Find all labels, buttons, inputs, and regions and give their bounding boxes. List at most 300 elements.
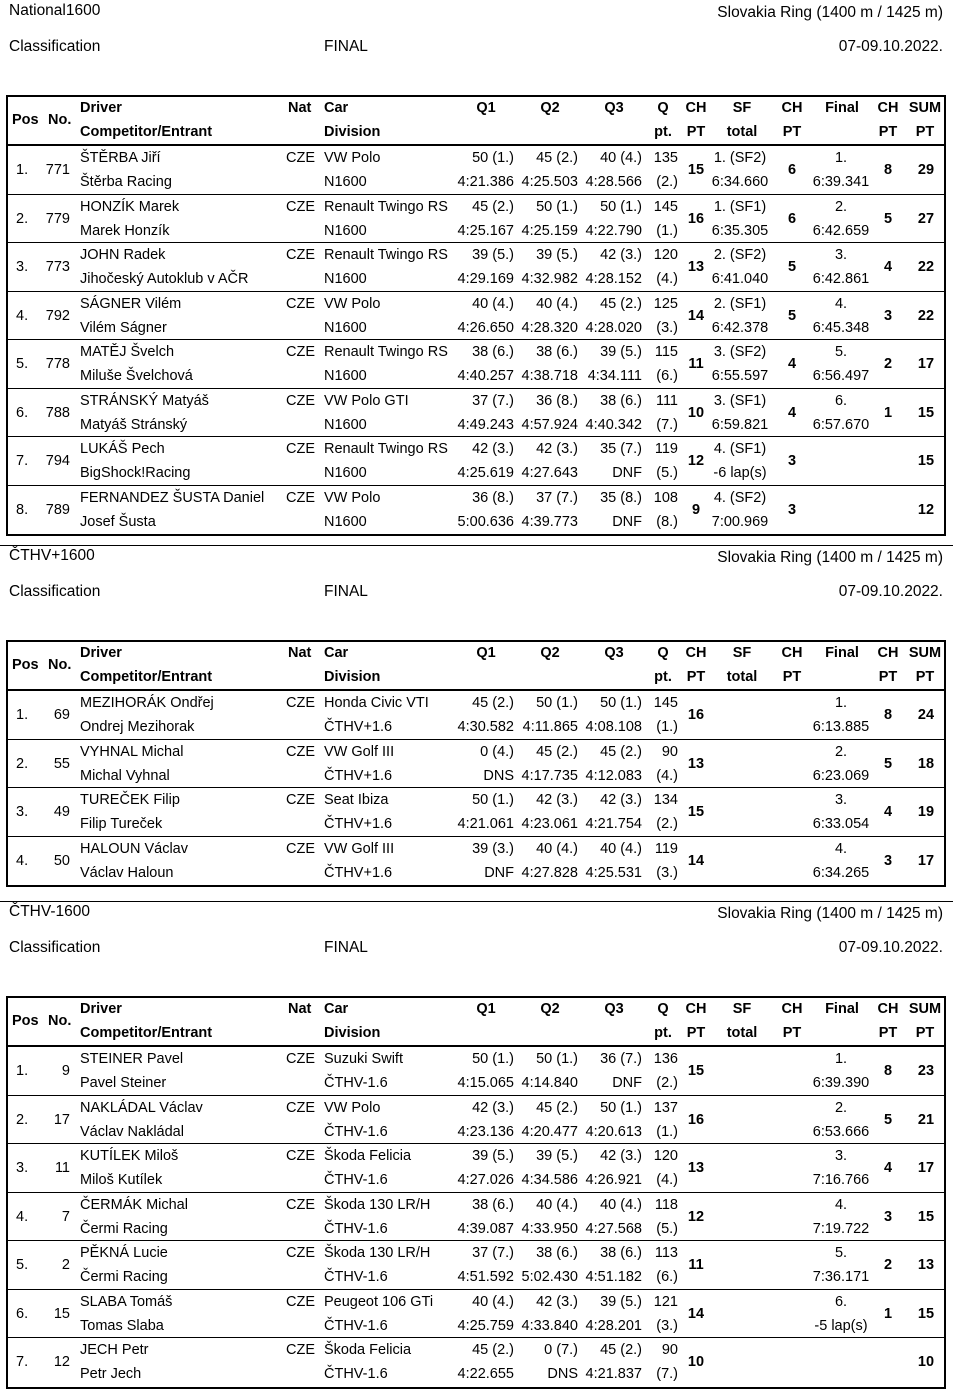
cell-sft: -6 lap(s): [713, 465, 767, 481]
cell-fin: 4.: [834, 840, 848, 857]
cell-fint: 6:39.341: [812, 174, 870, 190]
cell-driver: TUREČEK Filip: [80, 792, 180, 808]
cell-sf: 1. (SF1): [713, 198, 767, 215]
cell-no: 55: [53, 755, 70, 772]
cell-fin: 6.: [834, 1293, 848, 1310]
cell-qpt: 145: [653, 198, 678, 215]
table-header: [8, 642, 944, 691]
cell-q2: 45 (2.): [536, 1099, 578, 1116]
cell-q2: 42 (3.): [536, 441, 578, 457]
table-row: [8, 1047, 944, 1096]
table-header: [8, 998, 944, 1047]
section-1: [0, 0, 953, 95]
cell-entrant: Petr Jech: [80, 1366, 142, 1382]
cell-pos: 5.: [16, 1257, 29, 1273]
cell-q1t: 4:21.061: [457, 816, 514, 832]
cell-fin: 4.: [834, 1196, 848, 1213]
cell-q3: 45 (2.): [600, 1342, 642, 1358]
track-name: Slovakia Ring (1400 m / 1425 m): [717, 4, 943, 21]
cell-q3t: 4:28.201: [585, 1317, 642, 1334]
cell-car: VW Polo GTI: [324, 392, 409, 409]
cell-sum: 15: [917, 453, 935, 469]
cell-fin: 4.: [834, 295, 848, 312]
cell-q1: 40 (4.): [472, 295, 514, 312]
cell-q3t: 4:28.020: [585, 319, 642, 336]
cell-chq: 12: [687, 453, 705, 469]
cell-qpt: 120: [653, 247, 678, 263]
cell-chq: 11: [688, 356, 704, 372]
header-car: Car: [324, 1001, 349, 1017]
cell-fin: 2.: [834, 198, 848, 215]
header-car: Car: [324, 645, 349, 661]
cell-qpt: 113: [654, 1245, 678, 1261]
table-row: [8, 243, 944, 292]
cell-chq: 14: [687, 852, 705, 869]
cell-sum: 15: [917, 1305, 935, 1322]
cell-q2: 38 (6.): [536, 1245, 578, 1261]
cell-q2t: 4:32.982: [521, 271, 578, 287]
cell-q1t: 4:49.243: [457, 416, 514, 433]
cell-qpt: 120: [653, 1148, 678, 1164]
cell-q2t: 4:57.924: [521, 416, 578, 433]
section-3: [0, 901, 953, 996]
cell-chsf: 3: [787, 453, 797, 469]
cell-q2t: 4:39.773: [521, 513, 578, 530]
cell-qpos: (5.): [656, 1220, 678, 1237]
table-row: [8, 1338, 944, 1387]
header-pos: Pos: [12, 657, 39, 673]
cell-sum: 15: [917, 1208, 935, 1225]
cell-chf: 4: [883, 1160, 893, 1176]
cell-fin: 5.: [834, 1245, 848, 1261]
cell-q3t: DNF: [612, 513, 642, 530]
header-final: Final: [825, 1001, 859, 1017]
cell-no: 9: [61, 1063, 70, 1079]
cell-q3t: 4:28.566: [585, 174, 642, 190]
cell-pos: 1.: [16, 1063, 29, 1079]
cell-q1: 45 (2.): [472, 695, 514, 711]
cell-driver: MATĚJ Švelch: [80, 344, 175, 360]
cell-sum: 27: [917, 210, 935, 227]
table-row: [8, 691, 944, 740]
cell-q1: 36 (8.): [472, 489, 514, 506]
cell-sft: 6:42.378: [711, 319, 769, 336]
header-ch3: CH: [877, 100, 899, 116]
cell-division: N1600: [324, 271, 367, 287]
cell-sum: 13: [917, 1257, 935, 1273]
table-row: [8, 340, 944, 389]
cell-q2t: 4:17.735: [521, 767, 578, 784]
category-title: National1600: [9, 2, 101, 19]
cell-chsf: 5: [787, 307, 797, 324]
cell-q1: 38 (6.): [472, 344, 514, 360]
cell-pos: 3.: [16, 804, 29, 820]
results-table: [6, 95, 946, 536]
cell-car: Honda Civic VTI: [324, 695, 429, 711]
cell-chq: 13: [687, 259, 705, 275]
cell-chq: 13: [687, 755, 705, 772]
cell-q2: 50 (1.): [536, 1051, 578, 1067]
header-pos: Pos: [12, 112, 39, 128]
header-ch2: CH: [781, 1001, 803, 1017]
header-q: Q: [657, 645, 669, 661]
header-ch3pt: PT: [878, 669, 898, 685]
cell-pos: 3.: [16, 1160, 29, 1176]
cell-fint: 6:13.885: [812, 719, 870, 735]
cell-sum: 22: [917, 259, 935, 275]
cell-fin: 1.: [834, 150, 848, 166]
cell-entrant: Miluše Švelchová: [80, 368, 193, 384]
header-ch2pt: PT: [782, 124, 802, 140]
header-competitor: Competitor/Entrant: [80, 1025, 213, 1041]
cell-q2: 42 (3.): [536, 792, 578, 808]
cell-division: ČTHV-1.6: [324, 1075, 388, 1091]
cell-fint: 6:57.670: [812, 416, 870, 433]
header-ch1: CH: [685, 645, 707, 661]
cell-q1: 42 (3.): [472, 441, 514, 457]
cell-q3: 38 (6.): [600, 1245, 642, 1261]
cell-qpt: 118: [654, 1196, 678, 1213]
cell-q2t: 4:11.865: [522, 719, 578, 735]
cell-q3t: 4:51.182: [585, 1269, 642, 1285]
cell-qpos: (5.): [656, 465, 678, 481]
table-row: [8, 1144, 944, 1193]
cell-entrant: Miloš Kutílek: [80, 1172, 163, 1188]
cell-q3t: DNF: [612, 1075, 642, 1091]
cell-sf: 2. (SF1): [713, 295, 767, 312]
cell-chf: 5: [883, 755, 893, 772]
section-2: [0, 545, 953, 640]
cell-fin: 1.: [834, 1051, 848, 1067]
header-ch1: CH: [685, 100, 707, 116]
cell-car: Seat Ibiza: [324, 792, 389, 808]
cell-q2: 39 (5.): [536, 247, 578, 263]
header-ch2pt: PT: [782, 1025, 802, 1041]
cell-q3: 42 (3.): [600, 1148, 642, 1164]
cell-entrant: BigShock!Racing: [80, 465, 191, 481]
cell-q1: 50 (1.): [472, 150, 514, 166]
cell-chq: 10: [687, 404, 705, 421]
cell-qpt: 137: [653, 1099, 678, 1116]
cell-q1t: 4:39.087: [457, 1220, 514, 1237]
cell-pos: 7.: [16, 453, 29, 469]
cell-qpos: (2.): [656, 816, 678, 832]
cell-entrant: Jihočeský Autoklub v AČR: [80, 271, 249, 287]
cell-division: N1600: [324, 222, 367, 239]
cell-no: 17: [53, 1111, 70, 1128]
cell-chq: 16: [687, 707, 705, 723]
cell-car: Peugeot 106 GTi: [324, 1293, 434, 1310]
cell-no: 49: [53, 804, 70, 820]
cell-q2: 45 (2.): [536, 743, 578, 760]
cell-no: 11: [54, 1160, 70, 1176]
header-no: No.: [48, 1013, 72, 1029]
cell-division: ČTHV+1.6: [324, 767, 393, 784]
header-ch1pt: PT: [686, 124, 706, 140]
cell-division: N1600: [324, 416, 367, 433]
cell-chq: 14: [687, 1305, 705, 1322]
cell-chsf: 6: [787, 210, 797, 227]
header-driver: Driver: [80, 100, 122, 116]
cell-car: VW Golf III: [324, 840, 395, 857]
cell-pos: 4.: [16, 307, 29, 324]
cell-division: ČTHV+1.6: [324, 864, 393, 881]
cell-fint: 6:39.390: [812, 1075, 870, 1091]
cell-entrant: Čermi Racing: [80, 1269, 168, 1285]
header-pos: Pos: [12, 1013, 39, 1029]
cell-pos: 8.: [16, 501, 29, 518]
cell-q2t: 4:27.828: [521, 864, 578, 881]
cell-sum: 18: [917, 755, 935, 772]
cell-sft: 6:55.597: [711, 368, 769, 384]
cell-q1t: 4:51.592: [457, 1269, 514, 1285]
header-sftotal: total: [726, 124, 758, 140]
cell-driver: PĚKNÁ Lucie: [80, 1245, 168, 1261]
table-row: [8, 292, 944, 341]
cell-chq: 13: [687, 1160, 705, 1176]
cell-q2: 37 (7.): [536, 489, 578, 506]
header-driver: Driver: [80, 1001, 122, 1017]
cell-division: ČTHV-1.6: [324, 1366, 388, 1382]
cell-driver: STEINER Pavel: [80, 1051, 184, 1067]
cell-q3t: 4:25.531: [585, 864, 642, 881]
cell-qpt: 90: [661, 743, 678, 760]
cell-no: 792: [45, 307, 70, 324]
cell-q1t: 4:21.386: [457, 174, 514, 190]
cell-car: Škoda 130 LR/H: [324, 1245, 431, 1261]
event-dates: 07-09.10.2022.: [838, 939, 943, 956]
header-car: Car: [324, 100, 349, 116]
cell-no: 15: [53, 1305, 70, 1322]
cell-no: 50: [53, 852, 70, 869]
header-sumpt: PT: [915, 124, 935, 140]
header-q1: Q1: [476, 1001, 496, 1017]
cell-entrant: Filip Tureček: [80, 816, 163, 832]
table-row: [8, 1096, 944, 1145]
table-row: [8, 1193, 944, 1242]
cell-qpos: (4.): [656, 1172, 678, 1188]
cell-q1t: 4:22.655: [457, 1366, 514, 1382]
cell-qpt: 108: [653, 489, 678, 506]
cell-sum: 10: [917, 1354, 935, 1370]
cell-q3t: 4:40.342: [585, 416, 642, 433]
cell-fin: 2.: [834, 743, 848, 760]
cell-q2t: 4:28.320: [521, 319, 578, 336]
cell-chf: 8: [883, 1063, 893, 1079]
cell-qpos: (2.): [656, 1075, 678, 1091]
cell-no: 778: [45, 356, 70, 372]
cell-chq: 14: [687, 307, 705, 324]
table-row: [8, 1241, 944, 1290]
cell-nat: CZE: [286, 489, 315, 506]
cell-sum: 15: [917, 404, 935, 421]
header-division: Division: [324, 1025, 381, 1041]
cell-car: Renault Twingo RS: [324, 198, 448, 215]
header-nat: Nat: [288, 1001, 312, 1017]
cell-q2: 50 (1.): [536, 198, 578, 215]
cell-chf: 8: [883, 707, 893, 723]
cell-fint: 6:33.054: [812, 816, 870, 832]
cell-fin: 6.: [834, 392, 848, 409]
header-q: Q: [657, 100, 669, 116]
header-ch2: CH: [781, 645, 803, 661]
cell-q1t: 4:26.650: [457, 319, 514, 336]
category-title: ČTHV+1600: [9, 547, 95, 564]
cell-q3: 45 (2.): [600, 743, 642, 760]
header-q3: Q3: [604, 100, 624, 116]
cell-car: VW Polo: [324, 295, 381, 312]
cell-chq: 11: [688, 1257, 704, 1273]
cell-fin: 5.: [834, 344, 848, 360]
cell-sum: 12: [917, 501, 935, 518]
cell-entrant: Vilém Ságner: [80, 319, 167, 336]
cell-q2: 40 (4.): [536, 1196, 578, 1213]
cell-chf: 8: [883, 162, 893, 178]
header-ch2pt: PT: [782, 669, 802, 685]
cell-qpt: 111: [655, 392, 678, 409]
header-sumpt: PT: [915, 1025, 935, 1041]
header-q1: Q1: [476, 645, 496, 661]
cell-q1t: 4:30.582: [457, 719, 514, 735]
category-title: ČTHV-1600: [9, 903, 90, 920]
cell-pos: 6.: [16, 1305, 29, 1322]
cell-qpos: (1.): [656, 222, 678, 239]
cell-fin: 2.: [834, 1099, 848, 1116]
cell-q1: 0 (4.): [480, 743, 514, 760]
cell-q2t: 4:25.159: [521, 222, 578, 239]
cell-driver: SÁGNER Vilém: [80, 295, 182, 312]
cell-q2: 50 (1.): [536, 695, 578, 711]
cell-q3t: 4:20.613: [585, 1123, 642, 1140]
header-ch2: CH: [781, 100, 803, 116]
cell-qpos: (1.): [656, 719, 678, 735]
table-row: [8, 389, 944, 438]
table-row: [8, 437, 944, 486]
header-ch3pt: PT: [878, 124, 898, 140]
cell-entrant: Marek Honzík: [80, 222, 170, 239]
cell-division: N1600: [324, 513, 367, 530]
cell-q2t: DNS: [547, 1366, 578, 1382]
cell-q3t: 4:12.083: [585, 767, 642, 784]
cell-q2: 0 (7.): [544, 1342, 578, 1358]
cell-q1t: 4:15.065: [457, 1075, 514, 1091]
header-ch3: CH: [877, 1001, 899, 1017]
cell-q2t: 4:33.950: [521, 1220, 578, 1237]
cell-entrant: Ondrej Mezihorak: [80, 719, 195, 735]
cell-driver: MEZIHORÁK Ondřej: [80, 695, 214, 711]
cell-q3t: DNF: [612, 465, 642, 481]
cell-sft: 6:41.040: [711, 271, 769, 287]
cell-qpt: 119: [654, 441, 678, 457]
cell-chsf: 6: [787, 162, 797, 178]
table-row: [8, 195, 944, 244]
cell-chf: 1: [883, 404, 893, 421]
cell-q3t: 4:08.108: [585, 719, 642, 735]
header-nat: Nat: [288, 100, 312, 116]
cell-fint: 7:16.766: [812, 1172, 870, 1188]
cell-q1: 38 (6.): [472, 1196, 514, 1213]
cell-fin: 3.: [834, 247, 848, 263]
header-q3: Q3: [604, 645, 624, 661]
section-top-rule: [0, 545, 953, 546]
header-division: Division: [324, 669, 381, 685]
cell-entrant: Václav Haloun: [80, 864, 174, 881]
cell-qpos: (6.): [656, 368, 678, 384]
cell-q3: 50 (1.): [600, 695, 642, 711]
header-q3: Q3: [604, 1001, 624, 1017]
header-sf: SF: [732, 100, 752, 116]
cell-sum: 22: [917, 307, 935, 324]
cell-chq: 16: [687, 210, 705, 227]
cell-pos: 5.: [16, 356, 29, 372]
cell-q1t: 5:00.636: [457, 513, 514, 530]
cell-sft: 6:35.305: [711, 222, 769, 239]
cell-q3: 45 (2.): [600, 295, 642, 312]
cell-q2t: 4:27.643: [521, 465, 578, 481]
cell-q1: 39 (3.): [472, 840, 514, 857]
cell-sum: 23: [917, 1063, 935, 1079]
header-ch1: CH: [685, 1001, 707, 1017]
cell-driver: LUKÁŠ Pech: [80, 441, 165, 457]
cell-q3: 40 (4.): [600, 840, 642, 857]
cell-pos: 3.: [16, 259, 29, 275]
cell-q2t: 4:38.718: [521, 368, 578, 384]
header-ch1pt: PT: [686, 1025, 706, 1041]
results-table: [6, 640, 946, 887]
cell-q2: 40 (4.): [536, 295, 578, 312]
cell-q3: 42 (3.): [600, 792, 642, 808]
event-dates: 07-09.10.2022.: [838, 38, 943, 55]
cell-qpos: (6.): [656, 1269, 678, 1285]
cell-no: 771: [45, 162, 70, 178]
cell-sum: 17: [917, 852, 935, 869]
cell-fin: 1.: [834, 695, 848, 711]
cell-q2: 36 (8.): [536, 392, 578, 409]
cell-q3: 39 (5.): [600, 344, 642, 360]
cell-pos: 2.: [16, 755, 29, 772]
cell-chf: 3: [883, 1208, 893, 1225]
cell-qpos: (4.): [656, 767, 678, 784]
cell-chf: 4: [883, 259, 893, 275]
cell-nat: CZE: [286, 392, 315, 409]
cell-fint: 7:36.171: [812, 1269, 870, 1285]
cell-qpt: 115: [654, 344, 678, 360]
cell-chsf: 5: [787, 259, 797, 275]
cell-driver: KUTÍLEK Miloš: [80, 1148, 179, 1164]
cell-qpos: (3.): [656, 864, 678, 881]
cell-fint: 6:34.265: [812, 864, 870, 881]
cell-driver: ŠTĚRBA Jiří: [80, 150, 161, 166]
cell-fint: 6:56.497: [812, 368, 870, 384]
header-sftotal: total: [726, 669, 758, 685]
cell-chf: 1: [883, 1305, 893, 1322]
header-qpt: pt.: [654, 1025, 672, 1041]
cell-q2: 45 (2.): [536, 150, 578, 166]
cell-sum: 24: [917, 707, 935, 723]
event-dates: 07-09.10.2022.: [838, 583, 943, 600]
cell-q3: 38 (6.): [600, 392, 642, 409]
header-final: Final: [825, 100, 859, 116]
header-nat: Nat: [288, 645, 312, 661]
cell-q1: 50 (1.): [472, 1051, 514, 1067]
cell-nat: CZE: [286, 198, 315, 215]
cell-sf: 3. (SF2): [713, 344, 767, 360]
cell-q2t: 4:20.477: [521, 1123, 578, 1140]
cell-division: ČTHV+1.6: [324, 816, 393, 832]
cell-entrant: Matyáš Stránský: [80, 416, 188, 433]
cell-chq: 10: [687, 1354, 705, 1370]
cell-pos: 7.: [16, 1354, 29, 1370]
